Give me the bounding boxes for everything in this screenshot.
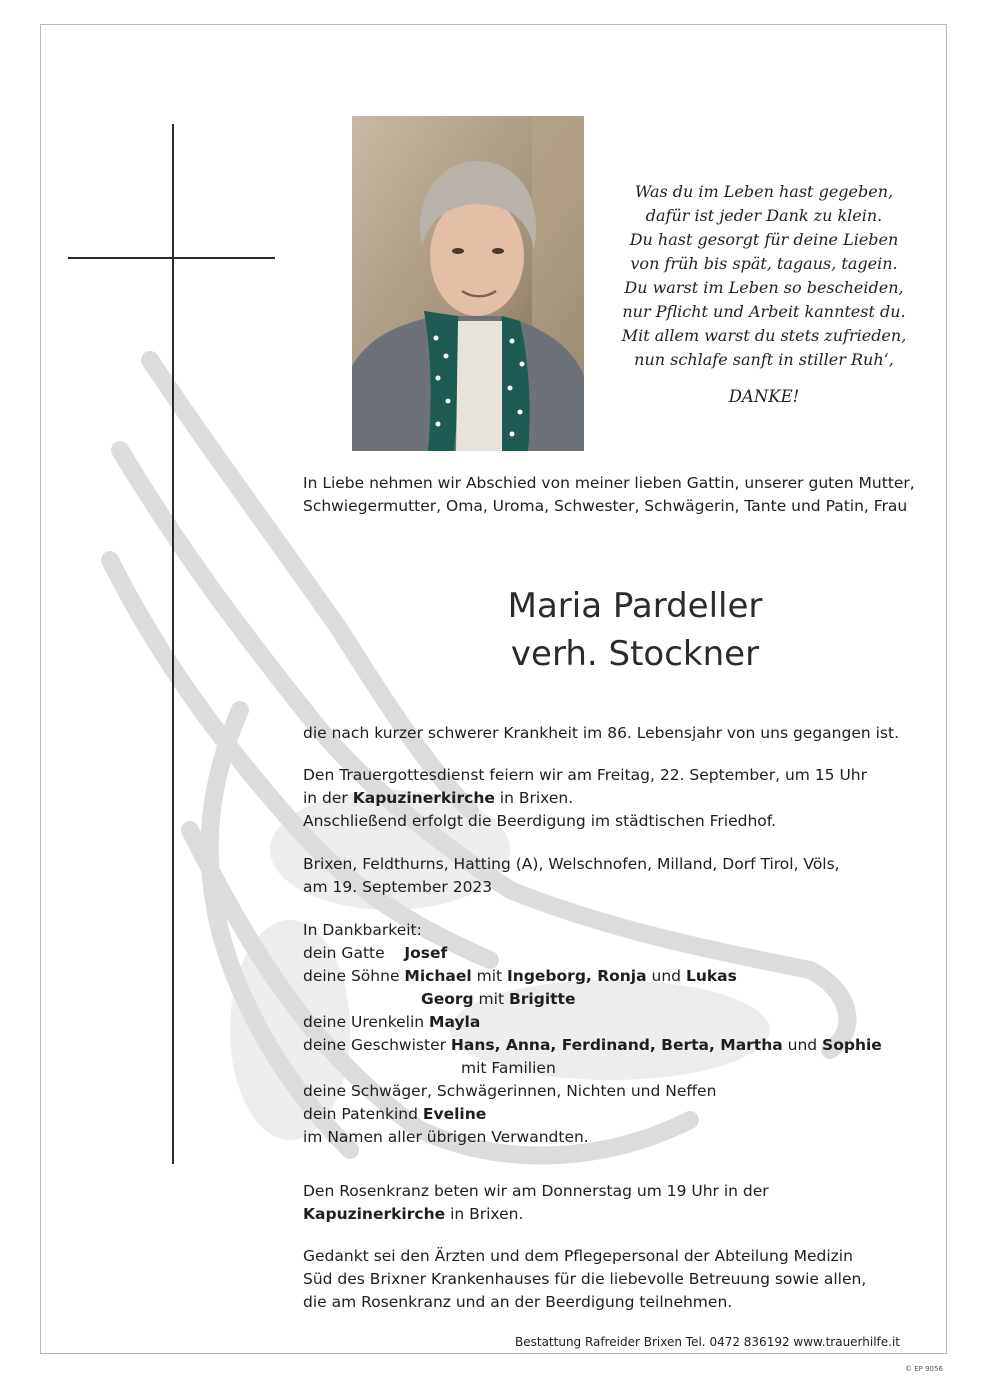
- poem-line: nun schlafe sanft in stiller Ruh‘,: [634, 350, 894, 369]
- poem-thanks: DANKE!: [728, 387, 800, 406]
- service-line3: Anschließend erfolgt die Beerdigung im städtischen Friedhof.: [303, 812, 777, 830]
- deceased-name-line1: Maria Pardeller: [507, 586, 763, 626]
- gratitude-paragraph: [303, 1245, 866, 1314]
- poem-line: von früh bis spät, tagaus, tagein.: [630, 254, 898, 273]
- gratitude-line2: Süd des Brixner Krankenhauses für die liebevolle Betreuung sowie allen,: [303, 1270, 867, 1288]
- family-row-others: im Namen aller übrigen Verwandten.: [303, 1128, 589, 1146]
- rosary-line1: Den Rosenkranz beten wir am Donnerstag um 19 Uhr in der: [303, 1182, 769, 1200]
- rosary-paragraph: [303, 1180, 769, 1226]
- deceased-name-line2: verh. Stockner: [510, 634, 760, 674]
- cross-horizontal-bar: [68, 257, 275, 259]
- family-row-spouse: dein Gatte Josef: [303, 944, 448, 962]
- family-heading: In Dankbarkeit:: [303, 921, 422, 939]
- family-row-sons: deine Söhne Michael mit Ingeborg, Ronja und Lukas: [303, 967, 737, 985]
- places-date: am 19. September 2023: [303, 878, 493, 896]
- poem-line: Mit allem warst du stets zufrieden,: [621, 326, 907, 345]
- places-paragraph: [303, 853, 840, 899]
- service-paragraph: [303, 764, 867, 833]
- church-name: Kapuzinerkirche: [352, 789, 495, 807]
- family-row-siblings-suffix: mit Familien: [461, 1059, 556, 1077]
- poem-line: Was du im Leben hast gegeben,: [634, 182, 894, 201]
- print-code: © EP 9056: [905, 1365, 943, 1373]
- family-row-son2: Georg mit Brigitte: [421, 990, 576, 1008]
- passing-notice: die nach kurzer schwerer Krankheit im 86. Lebensjahr von uns gegangen ist.: [303, 724, 899, 742]
- memorial-poem: [595, 180, 933, 409]
- church-name: Kapuzinerkirche: [303, 1205, 446, 1223]
- family-row-godchild: dein Patenkind Eveline: [303, 1105, 487, 1123]
- deceased-name: [430, 582, 840, 678]
- poem-line: dafür ist jeder Dank zu klein.: [645, 206, 883, 225]
- family-row-great-grandchild: deine Urenkelin Mayla: [303, 1013, 481, 1031]
- family-list: [303, 919, 882, 1149]
- rosary-line2: Kapuzinerkirche in Brixen.: [303, 1205, 524, 1223]
- family-row-siblings: deine Geschwister Hans, Anna, Ferdinand, Berta, Martha und Sophie: [303, 1036, 882, 1054]
- service-line1: Den Trauergottesdienst feiern wir am Freitag, 22. September, um 15 Uhr: [303, 766, 867, 784]
- intro-paragraph: In Liebe nehmen wir Abschied von meiner lieben Gattin, unserer guten Mutter, Schwiegermutter, Oma, Uroma, Schwester, Schwägerin, Tante und Patin, Frau: [303, 474, 915, 515]
- service-line2: in der Kapuzinerkirche in Brixen.: [303, 789, 574, 807]
- gratitude-line3: die am Rosenkranz und an der Beerdigung teilnehmen.: [303, 1293, 733, 1311]
- cross-vertical-bar: [172, 124, 174, 1164]
- portrait-photo: [352, 116, 584, 451]
- family-row-inlaws: deine Schwäger, Schwägerinnen, Nichten und Neffen: [303, 1082, 717, 1100]
- funeral-home-footer: Bestattung Rafreider Brixen Tel. 0472 836192 www.trauerhilfe.it: [515, 1335, 901, 1349]
- gratitude-line1: Gedankt sei den Ärzten und dem Pflegepersonal der Abteilung Medizin: [303, 1247, 853, 1265]
- poem-line: Du warst im Leben so bescheiden,: [624, 278, 904, 297]
- places-line1: Brixen, Feldthurns, Hatting (A), Welschnofen, Milland, Dorf Tirol, Völs,: [303, 855, 840, 873]
- poem-line: Du hast gesorgt für deine Lieben: [629, 230, 899, 249]
- poem-line: nur Pflicht und Arbeit kanntest du.: [622, 302, 906, 321]
